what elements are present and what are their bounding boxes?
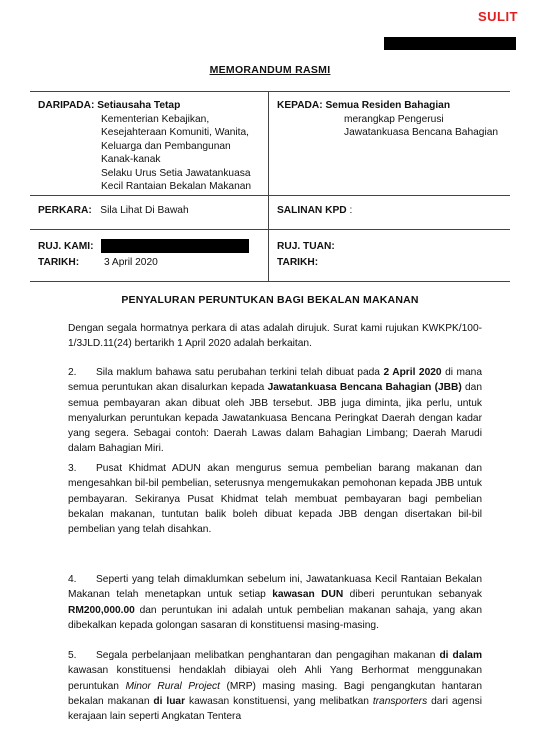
paragraph-text: Pusat Khidmat ADUN akan mengurus semua pembelian barang makanan dan mengesahkan bil-bil pembelian, seterusnya mengemukakan pemohonan kepada JBB untuk pembayaran. Sekiranya Pusat Khidmat telah membuat pembayaran bagi pembelian bekalan makanan, tuntutan balik boleh dibuat kepada JBB dengan disertakan bil-bil pembelian yang telah disahkan. bbox=[68, 463, 482, 536]
transporters-italic: transporters bbox=[372, 695, 428, 707]
paragraph-text: dari agensi kerajaan lain seperti Angkatan Tentera bbox=[68, 695, 482, 723]
paragraph-text: diberi peruntukan sebanyak bbox=[343, 589, 482, 601]
from-address bbox=[101, 113, 251, 194]
tarikh-value: 3 April 2020 bbox=[103, 257, 158, 268]
header-rule-2 bbox=[30, 229, 510, 230]
paragraph-1 bbox=[68, 321, 482, 352]
from-label: DARIPADA: bbox=[38, 100, 95, 111]
from-block bbox=[38, 99, 180, 112]
mrp-italic: Minor Rural Project bbox=[125, 680, 220, 692]
within-emphasis: di dalam bbox=[439, 650, 483, 661]
amount-emphasis: RM200,000.00 bbox=[68, 604, 135, 616]
ruj-tuan-label: RUJ. TUAN bbox=[277, 241, 332, 252]
salinan-value: : bbox=[349, 205, 353, 216]
classification-label: SULIT bbox=[477, 9, 518, 24]
redaction-bar bbox=[101, 239, 249, 253]
paragraph-5 bbox=[68, 648, 482, 724]
ruj-kami-label: RUJ. KAMI bbox=[38, 241, 91, 252]
paragraph-text: kawasan konstituensi hendaklah dibiayai oleh Ahli Yang Berhormat menggunakan peruntukan bbox=[68, 665, 482, 692]
to-line: Jawatankuasa Bencana Bahagian bbox=[344, 127, 499, 139]
paragraph-number: 5. bbox=[68, 650, 77, 661]
paragraph-number: 2. bbox=[68, 367, 77, 378]
from-line: Selaku Urus Setia Jawatankuasa bbox=[101, 167, 251, 179]
tarikh-tuan-label: TARIKH bbox=[277, 257, 315, 268]
to-name: Semua Residen Bahagian bbox=[325, 100, 451, 111]
paragraph-text: Sila maklum bahawa satu perubahan terkini telah dibuat pada bbox=[96, 367, 384, 378]
to-line: merangkap Pengerusi bbox=[344, 114, 444, 125]
paragraph-text: Dengan segala hormatnya perkara di atas adalah dirujuk. Surat kami rujukan KWKPK/100-1/3JLD.11(24) bertarikh 1 April 2020 adalah berkaitan. bbox=[68, 323, 482, 350]
from-line: Kecil Rantaian Bekalan Makanan bbox=[101, 181, 252, 193]
outside-emphasis: di luar bbox=[153, 695, 186, 707]
to-label: KEPADA: bbox=[277, 100, 323, 111]
header-bottom-rule bbox=[30, 281, 510, 282]
salinan-label: SALINAN KPD bbox=[277, 205, 347, 216]
paragraph-4 bbox=[68, 572, 482, 633]
ruj-kami-field: RUJ. KAMI: bbox=[38, 241, 94, 252]
paragraph-text: dan semua pembayaran akan dibuat oleh JBB tersebut. JBB juga diminta, jika perlu, untuk menyalurkan peruntukan kepada Jawatankuasa Bencana Peringkat Daerah dengan kadar yang segera. Sebagai contoh: Daerah Lawas dalam Bahagian Limbang; Daerah Marudi dalam Bahagian Miri. bbox=[68, 382, 482, 455]
tarikh-field: TARIKH: 3 April 2020 bbox=[38, 257, 158, 268]
tarikh-label: TARIKH bbox=[38, 257, 76, 268]
paragraph-text: Seperti yang telah dimaklumkan sebelum ini, Jawatankuasa Kecil Rantaian Bekalan Makanan telah menetapkan untuk setiap bbox=[68, 574, 482, 601]
from-line: Kanak-kanak bbox=[101, 154, 161, 166]
paragraph-text: di mana semua peruntukan akan disalurkan kepada bbox=[68, 367, 482, 394]
redaction-bar bbox=[384, 37, 516, 50]
tarikh-tuan-field: TARIKH: bbox=[277, 257, 319, 268]
paragraph-text: kawasan konstituensi, yang melibatkan bbox=[185, 695, 373, 707]
from-name: Setiausaha Tetap bbox=[97, 100, 181, 111]
paragraph-3 bbox=[68, 461, 482, 537]
to-block bbox=[277, 99, 450, 112]
salinan-field bbox=[277, 204, 352, 217]
from-line: Keluarga dan Pembangunan bbox=[101, 140, 231, 152]
header-divider bbox=[268, 91, 269, 282]
header-top-rule bbox=[30, 91, 510, 92]
from-line: Kementerian Kebajikan, bbox=[101, 114, 210, 125]
header-rule-1 bbox=[30, 195, 510, 196]
paragraph-2 bbox=[68, 365, 482, 457]
subject-heading: PENYALURAN PERUNTUKAN BAGI BEKALAN MAKANAN bbox=[121, 294, 419, 306]
paragraph-text: Segala perbelanjaan melibatkan penghantaran dan pengagihan makanan bbox=[96, 650, 440, 661]
paragraph-text: (MRP) masing masing. Bagi pengangkutan hantaran bekalan makanan bbox=[68, 680, 483, 707]
jbb-emphasis: Jawatankuasa Bencana Bahagian (JBB) bbox=[267, 382, 462, 394]
date-emphasis: 2 April 2020 bbox=[383, 367, 442, 378]
dun-emphasis: kawasan DUN bbox=[272, 589, 344, 601]
paragraph-number: 4. bbox=[68, 574, 77, 585]
paragraph-number: 3. bbox=[68, 463, 77, 474]
perkara-value: Sila Lihat Di Bawah bbox=[100, 205, 189, 216]
paragraph-text: dan peruntukan ini adalah untuk pembelian makanan sahaja, yang akan dibekalkan kepada golongan sasaran di konstituensi masing-masing. bbox=[68, 604, 482, 631]
perkara-label: PERKARA bbox=[38, 205, 89, 216]
ruj-tuan-field: RUJ. TUAN: bbox=[277, 241, 335, 252]
memo-title: MEMORANDUM RASMI bbox=[209, 64, 331, 76]
from-line: Kesejahteraan Komuniti, Wanita, bbox=[101, 127, 249, 139]
to-address bbox=[344, 113, 498, 140]
perkara-field: PERKARA: Sila Lihat Di Bawah bbox=[38, 205, 189, 216]
